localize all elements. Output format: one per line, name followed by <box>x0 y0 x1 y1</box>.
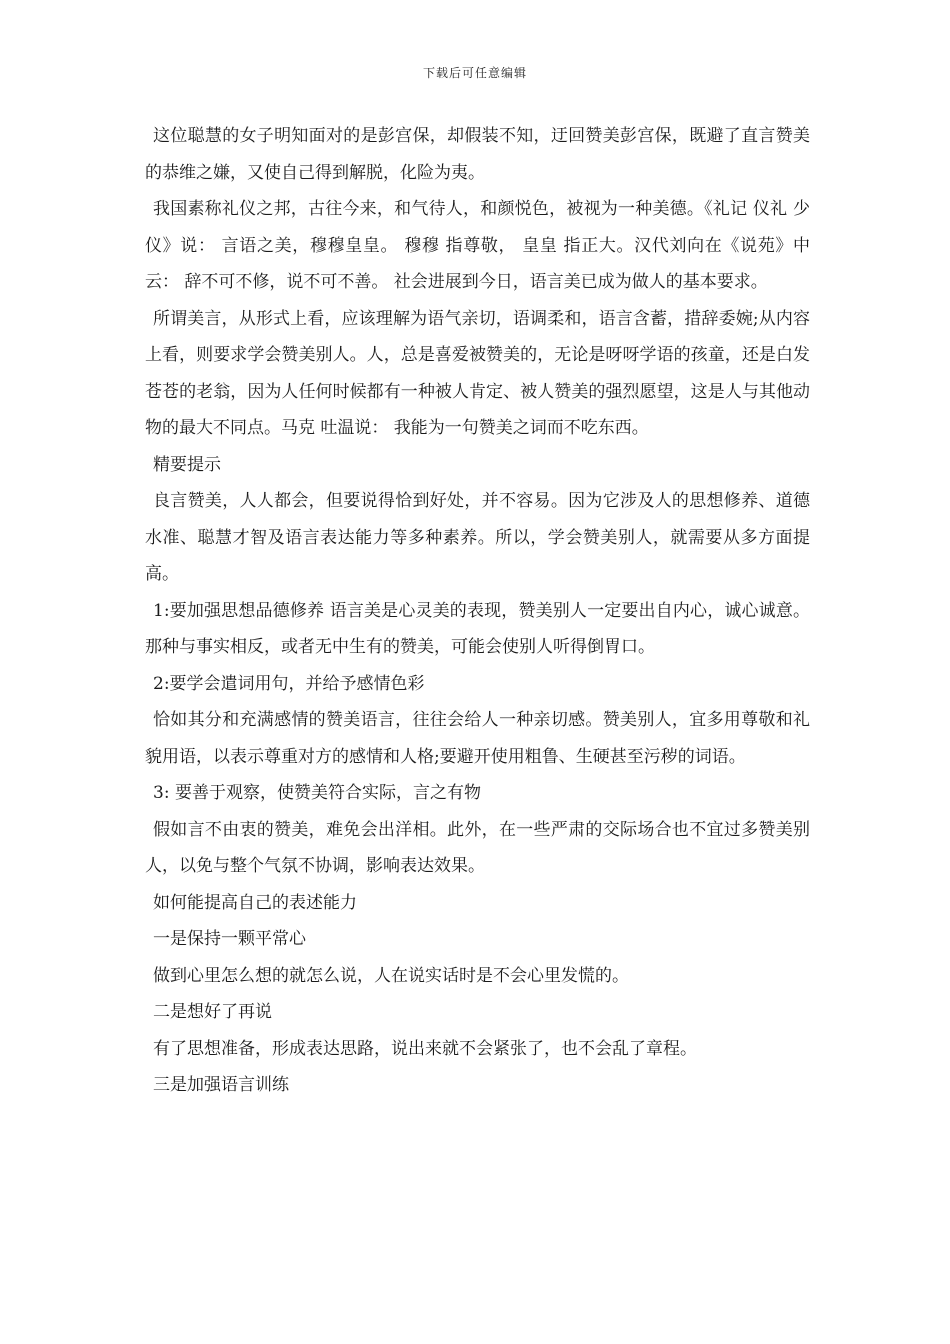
point-3-heading: 3: 要善于观察，使赞美符合实际，言之有物 <box>153 783 481 803</box>
paragraph-5: 恰如其分和充满感情的赞美语言，往往会给人一种亲切感。赞美别人，宜多用尊敬和礼貌用语，以表示尊重对方的感情和人格;要避开使用粗鲁、生硬甚至污秽的词语。 <box>145 710 810 767</box>
paragraph-4: 良言赞美，人人都会，但要说得恰到好处，并不容易。因为它涉及人的思想修养、道德水准、聪慧才智及语言表达能力等多种素养。所以，学会赞美别人，就需要从多方面提高。 <box>145 491 810 584</box>
paragraph-7: 做到心里怎么想的就怎么说，人在说实话时是不会心里发慌的。 <box>153 965 629 986</box>
paragraph-2: 我国素称礼仪之邦，古往今来，和气待人，和颜悦色，被视为一种美德。《礼记 仪礼 少仪》说： 言语之美，穆穆皇皇。 穆穆 指尊敬， 皇皇 指正大。汉代刘向在《说苑》中云： 辞不可不修，说不可不善。 社会进展到今日，语言美已成为做人的基本要求。 <box>145 199 810 292</box>
document-body <box>145 118 810 1104</box>
point-1: 1:要加强思想品德修养 语言美是心灵美的表现，赞美别人一定要出自内心，诚心诚意。那种与事实相反，或者无中生有的赞美，可能会使别人听得倒胃口。 <box>145 600 810 657</box>
paragraph-3: 所谓美言，从形式上看，应该理解为语气亲切，语调柔和，语言含蓄，措辞委婉;从内容上看，则要求学会赞美别人。人，总是喜爱被赞美的，无论是呀呀学语的孩童，还是白发苍苍的老翁，因为人任何时候都有一种被人肯定、被人赞美的强烈愿望，这是人与其他动物的最大不同点。马克 吐温说： 我能为一句赞美之词而不吃东西。 <box>145 308 810 438</box>
paragraph-6: 假如言不由衷的赞美，难免会出洋相。此外，在一些严肃的交际场合也不宜过多赞美别人，以免与整个气氛不协调，影响表达效果。 <box>145 819 810 876</box>
section-heading-expression: 如何能提高自己的表述能力 <box>153 892 357 913</box>
point-2-heading: 2:要学会遣词用句，并给予感情色彩 <box>153 673 425 694</box>
page-header: 下载后可任意编辑 <box>422 66 527 80</box>
subheading-1: 一是保持一颗平常心 <box>153 929 306 949</box>
section-heading-tips: 精要提示 <box>153 454 221 475</box>
subheading-2: 二是想好了再说 <box>153 1002 272 1022</box>
paragraph-1: 这位聪慧的女子明知面对的是彭宫保，却假装不知，迂回赞美彭宫保，既避了直言赞美的恭维之嫌，又使自己得到解脱，化险为夷。 <box>145 126 810 183</box>
subheading-3: 三是加强语言训练 <box>153 1075 289 1095</box>
paragraph-8: 有了思想准备，形成表达思路，说出来就不会紧张了，也不会乱了章程。 <box>153 1038 697 1059</box>
